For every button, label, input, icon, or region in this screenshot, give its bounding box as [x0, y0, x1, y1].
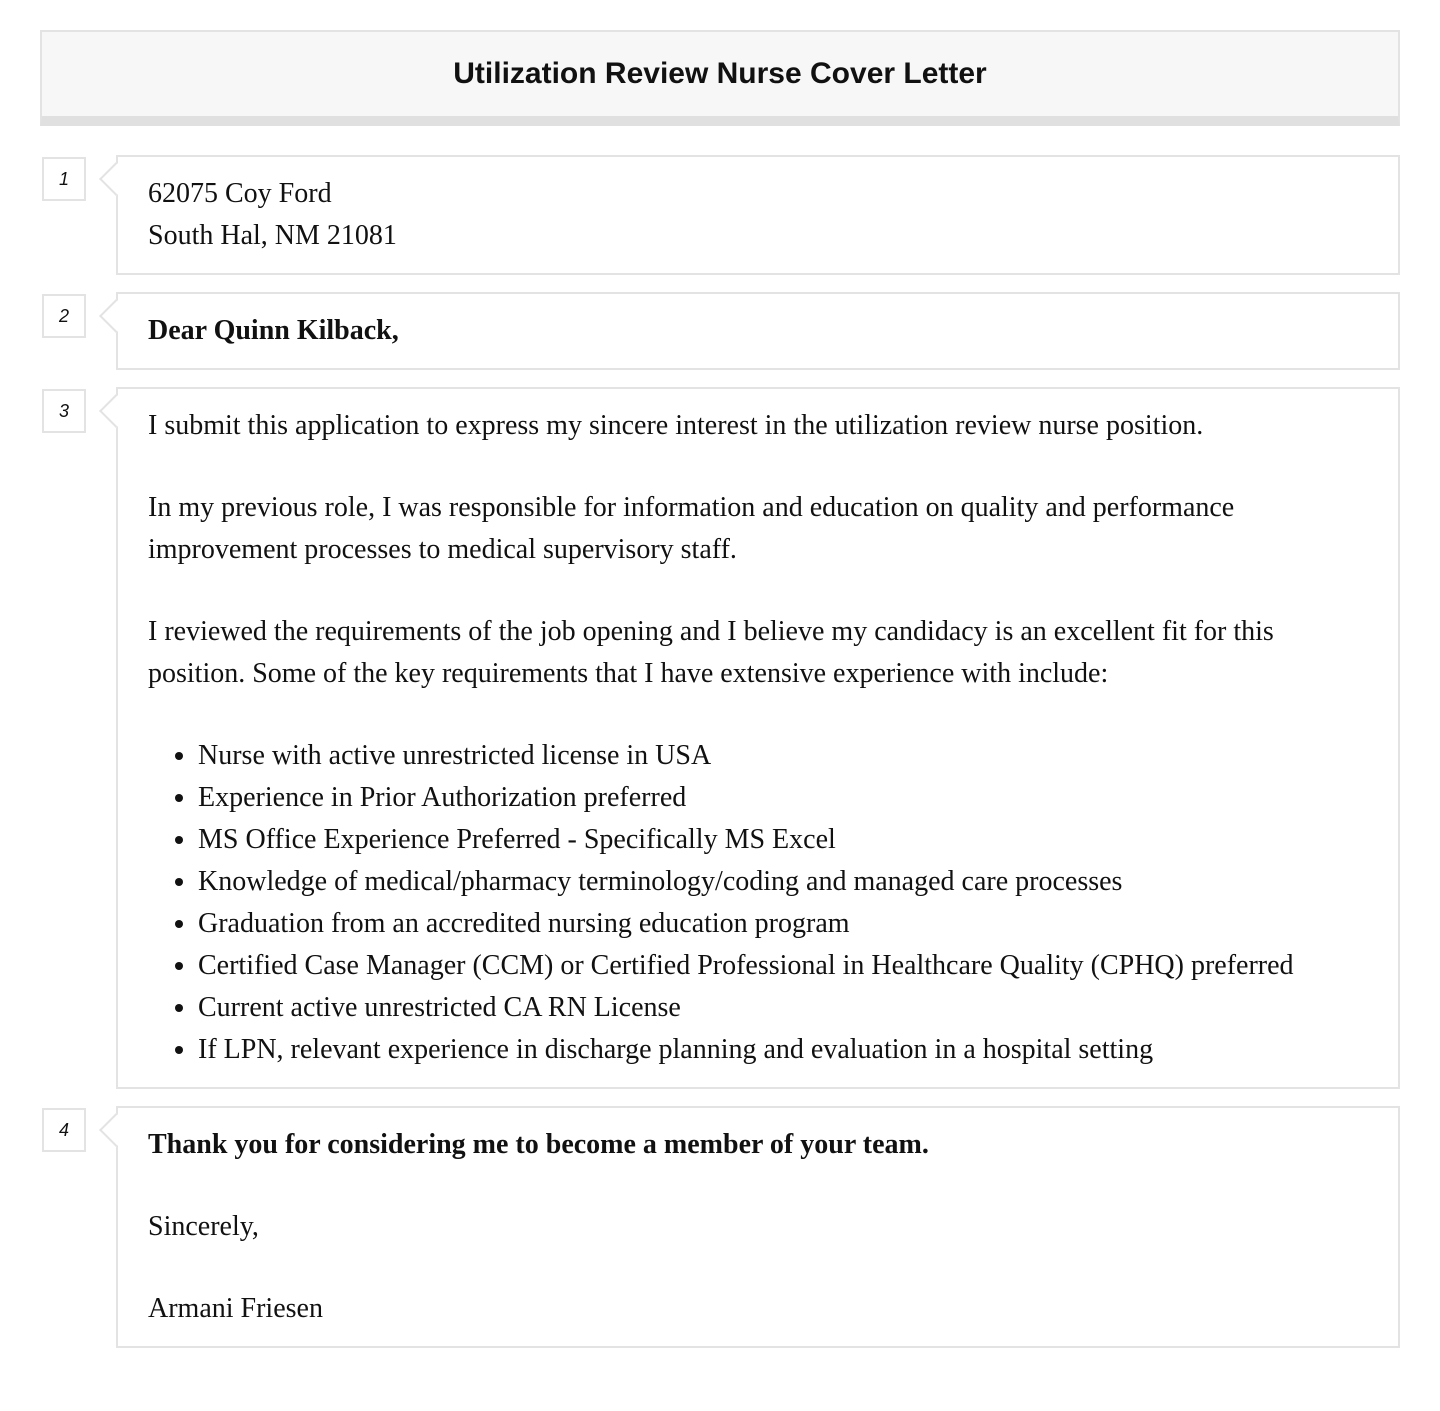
greeting-card: [116, 292, 1400, 370]
section-number: 1: [42, 157, 86, 201]
address-card: [116, 155, 1400, 275]
section-number: 3: [42, 389, 86, 433]
paragraph: I reviewed the requirements of the job opening and I believe my candidacy is an excellent fit for this position. Some of the key requirements that I have extensive experience with include:: [148, 616, 1274, 689]
address-line: South Hal, NM 21081: [148, 220, 397, 251]
list-item: • Graduation from an accredited nursing education program: [198, 903, 1368, 945]
section-address: [40, 155, 1400, 275]
list-item: • MS Office Experience Preferred - Specifically MS Excel: [198, 819, 1368, 861]
page-header: [40, 30, 1400, 126]
signer-name: Armani Friesen: [148, 1293, 323, 1324]
list-item: • Nurse with active unrestricted license in USA: [198, 735, 1368, 777]
list-item: • Experience in Prior Authorization preferred: [198, 777, 1368, 819]
address-line: 62075 Coy Ford: [148, 178, 332, 209]
body-card: [116, 387, 1400, 1089]
section-greeting: [40, 292, 1400, 370]
page-title: Utilization Review Nurse Cover Letter: [453, 57, 987, 90]
list-item: • If LPN, relevant experience in discharge planning and evaluation in a hospital setting: [198, 1029, 1368, 1071]
list-item: • Knowledge of medical/pharmacy terminology/coding and managed care processes: [198, 861, 1368, 903]
paragraph: I submit this application to express my sincere interest in the utilization review nurse position.: [148, 410, 1204, 441]
section-number: 2: [42, 294, 86, 338]
section-number: 4: [42, 1108, 86, 1152]
greeting: Dear Quinn Kilback,: [148, 315, 399, 346]
requirements-list: [148, 735, 1368, 1071]
paragraph: In my previous role, I was responsible for information and education on quality and performance improvement processes to medical supervisory staff.: [148, 492, 1235, 565]
section-closing: [40, 1106, 1400, 1348]
list-item: • Current active unrestricted CA RN License: [198, 987, 1368, 1029]
list-item: • Certified Case Manager (CCM) or Certified Professional in Healthcare Quality (CPHQ) preferred: [198, 945, 1368, 987]
closing-text: Thank you for considering me to become a member of your team.: [148, 1129, 929, 1160]
letter-sections: [40, 155, 1400, 1365]
signoff: Sincerely,: [148, 1211, 259, 1242]
section-body: [40, 387, 1400, 1089]
closing-card: [116, 1106, 1400, 1348]
